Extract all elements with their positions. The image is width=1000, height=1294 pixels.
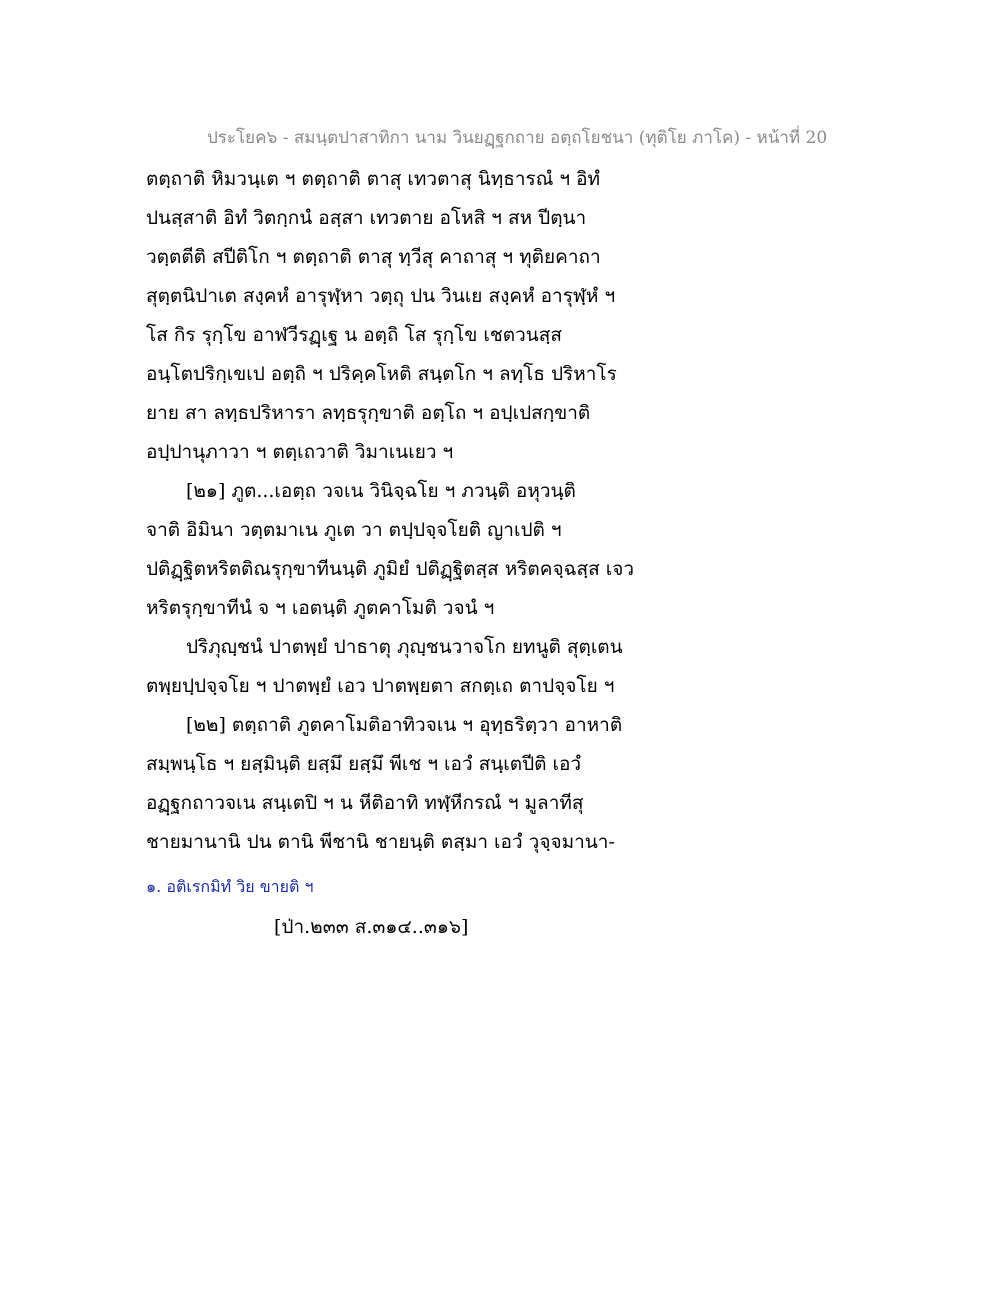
text-line: สมฺพนฺโธ ฯ ยสฺมินฺติ ยสฺมึ ยสฺมึ พีเช ฯ เอวํ สนฺเตปีติ เอวํ	[146, 753, 582, 775]
body-text	[146, 160, 866, 862]
page-reference: [ป่า.๒๓๓ ส.๓๑๔..๓๑๖]	[274, 916, 469, 938]
text-line: ปนสฺสาติ อิทํ วิตกฺกนํ อสฺสา เทวตาย อโหสิ ฯ สห ปีตฺนา	[146, 207, 587, 229]
text-line: อปฺปานุภาวา ฯ ตตฺเถวาติ วิมาเนเยว ฯ	[146, 441, 454, 463]
paragraph-start-line: [๒๑] ภูต...เอตฺถ วจเน วินิจฺฉโย ฯ ภวนฺติ อหุวนฺติ	[186, 480, 576, 502]
text-line: ยาย สา ลทฺธปริหารา ลทฺธรุกฺขาติ อตฺโถ ฯ อปฺเปสกฺขาติ	[146, 402, 591, 424]
footnote-marker: ๑.	[146, 877, 162, 896]
text-line: จาติ อิมินา วตฺตมาเน ภูเต วา ตปฺปจฺจโยติ ญาเปติ ฯ	[146, 519, 562, 541]
paragraph-start-line: [๒๒] ตตฺถาติ ภูตคาโมติอาทิวจเน ฯ อุทฺธริตฺวา อาหาติ	[186, 714, 623, 736]
text-line: สุตฺตนิปาเต สงฺคหํ อารุฬฺหา วตฺถุ ปน วินเย สงฺคหํ อารุฬฺหํ ฯ	[146, 285, 616, 307]
paragraph-start-line: ปริภุญฺชนํ ปาตพฺยํ ปาธาตุ ภุญฺชนวาจโก ยทนูติ สุตฺเตน	[186, 636, 623, 658]
text-line: อฏฺฐกถาวจเน สนฺเตปิ ฯ น หีติอาทิ ทฬฺหีกรณํ ฯ มูลาทีสุ	[146, 792, 584, 814]
footnote	[146, 875, 313, 900]
text-line: ชายมานานิ ปน ตานิ พีชานิ ชายนฺติ ตสฺมา เอวํ วุจฺจมานา-	[146, 831, 615, 853]
text-line: อนฺโตปริกฺเขเป อตฺถิ ฯ ปริคฺคโหติ สนฺตโก ฯ ลทฺโธ ปริหาโร	[146, 363, 617, 385]
running-header: ประโยค๖ - สมนฺตปาสาทิกา นาม วินยฏฺฐกถาย อตฺถโยชนา (ทุติโย ภาโค) - หน้าที่ 20	[207, 128, 828, 148]
text-line: ตพฺยปฺปจฺจโย ฯ ปาตพฺยํ เอว ปาตพฺยตา สกตฺเถ ตาปจฺจโย ฯ	[146, 675, 615, 697]
text-line: วตฺตตีติ สปีติโก ฯ ตตฺถาติ ตาสุ ทฺวีสุ คาถาสุ ฯ ทุติยคาถา	[146, 246, 601, 268]
footnote-text: อติเรกมิทํ วิย ขายติ ฯ	[166, 877, 314, 896]
text-line: ตตฺถาติ หิมวนฺเต ฯ ตตฺถาติ ตาสุ เทวตาสุ นิทฺธารณํ ฯ อิทํ	[146, 168, 601, 190]
text-line: หริตรุกฺขาทีนํ จ ฯ เอตนฺติ ภูตคาโมติ วจนํ ฯ	[146, 597, 495, 619]
text-line: ปติฏฺฐิตหริตติณรุกฺขาทีนนฺติ ภูมิยํ ปติฏฺฐิตสฺส หริตคจฺฉสฺส เจว	[146, 558, 635, 580]
text-line: โส กิร รุกฺโข อาฬวีรฏฺเฐ น อตฺถิ โส รุกฺโข เชตวนสฺส	[146, 324, 562, 346]
